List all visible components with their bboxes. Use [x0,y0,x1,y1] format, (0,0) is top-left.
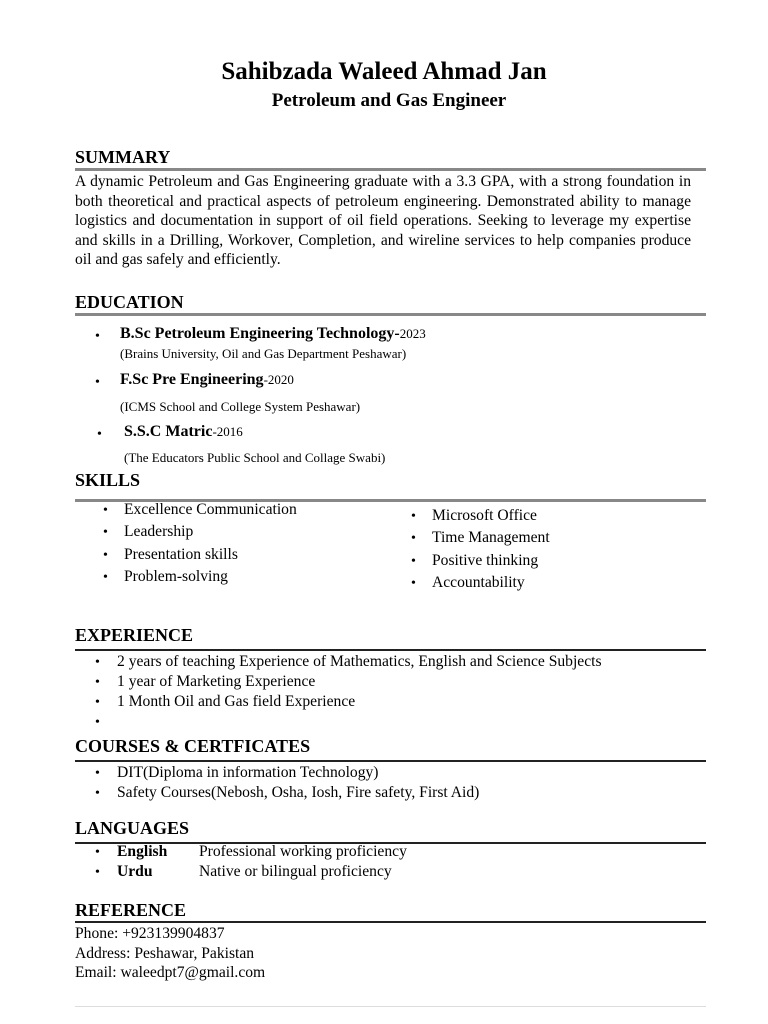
skill-item: Problem-solving [124,568,228,585]
language-name: English [117,843,168,860]
education-bullet: • [95,329,100,344]
language-level: Native or bilingual proficiency [199,863,392,880]
course-bullet: • [95,766,100,781]
experience-heading: EXPERIENCE [75,625,194,645]
candidate-name: Sahibzada Waleed Ahmad Jan [221,58,547,85]
skills-heading: SKILLS [75,470,141,490]
language-level: Professional working proficiency [199,843,407,860]
reference-address: Address: Peshawar, Pakistan [75,945,255,962]
skill-item: Excellence Communication [124,501,297,518]
education-divider [75,313,706,316]
education-degree [120,325,426,343]
skill-item: Time Management [432,529,550,546]
skill-item: Positive thinking [432,552,539,569]
education-degree-name: F.Sc Pre Engineering [120,371,264,388]
languages-heading: LANGUAGES [75,818,190,838]
experience-bullet: • [95,675,100,690]
summary-divider [75,168,706,171]
course-item: Safety Courses(Nebosh, Osha, Iosh, Fire safety, First Aid) [117,784,480,801]
experience-bullet: • [95,655,100,670]
experience-item: 2 years of teaching Experience of Mathematics, English and Science Subjects [117,653,602,670]
courses-divider [75,760,706,762]
education-year: -2020 [263,372,294,387]
language-bullet: • [95,845,100,860]
education-bullet: • [97,427,102,442]
course-item: DIT(Diploma in information Technology) [117,764,379,781]
education-year: -2016 [212,424,243,439]
education-bullet: • [95,375,100,390]
experience-bullet: • [95,695,100,710]
reference-divider [75,921,706,923]
skill-item: Presentation skills [124,546,238,563]
education-degree [120,371,294,389]
page-bottom-divider [75,1006,706,1007]
education-degree [124,423,243,441]
summary-text: A dynamic Petroleum and Gas Engineering graduate with a 3.3 GPA, with a strong foundation in both theoretical and practical aspects of petroleum engineering. Demonstrated ability to manage logistics and documentation in support of oil field operations. Seeking to leverage my expertise and skills in a Drilling, Workover, Completion, and wireline services to help companies produce oil and gas safely and efficiently. [75,173,691,268]
skill-bullet: • [103,548,108,563]
education-institution: (Brains University, Oil and Gas Department Peshawar) [120,346,407,361]
course-bullet: • [95,786,100,801]
skill-bullet: • [103,503,108,518]
skill-bullet: • [411,554,416,569]
language-name: Urdu [117,863,153,880]
skill-bullet: • [411,531,416,546]
experience-item: 1 Month Oil and Gas field Experience [117,693,356,710]
reference-email: Email: waleedpt7@gmail.com [75,964,266,981]
experience-divider [75,649,706,651]
candidate-title: Petroleum and Gas Engineer [271,90,507,111]
language-bullet: • [95,865,100,880]
reference-heading: REFERENCE [75,900,187,920]
skill-bullet: • [103,525,108,540]
reference-phone: Phone: +923139904837 [75,925,225,942]
education-degree-name: B.Sc Petroleum Engineering Technology- [120,325,400,342]
skill-bullet: • [411,576,416,591]
experience-item: 1 year of Marketing Experience [117,673,316,690]
education-institution: (ICMS School and College System Peshawar) [120,399,361,414]
skill-bullet: • [411,509,416,524]
summary-heading: SUMMARY [75,147,171,167]
experience-bullet: • [95,715,100,730]
education-institution: (The Educators Public School and Collage Swabi) [124,450,386,465]
skill-item: Accountability [432,574,525,591]
skill-item: Microsoft Office [432,507,537,524]
skill-item: Leadership [124,523,194,540]
education-heading: EDUCATION [75,292,184,312]
education-year: 2023 [399,326,426,341]
education-degree-name: S.S.C Matric [124,423,213,440]
skill-bullet: • [103,570,108,585]
courses-heading: COURSES & CERTFICATES [75,736,311,756]
